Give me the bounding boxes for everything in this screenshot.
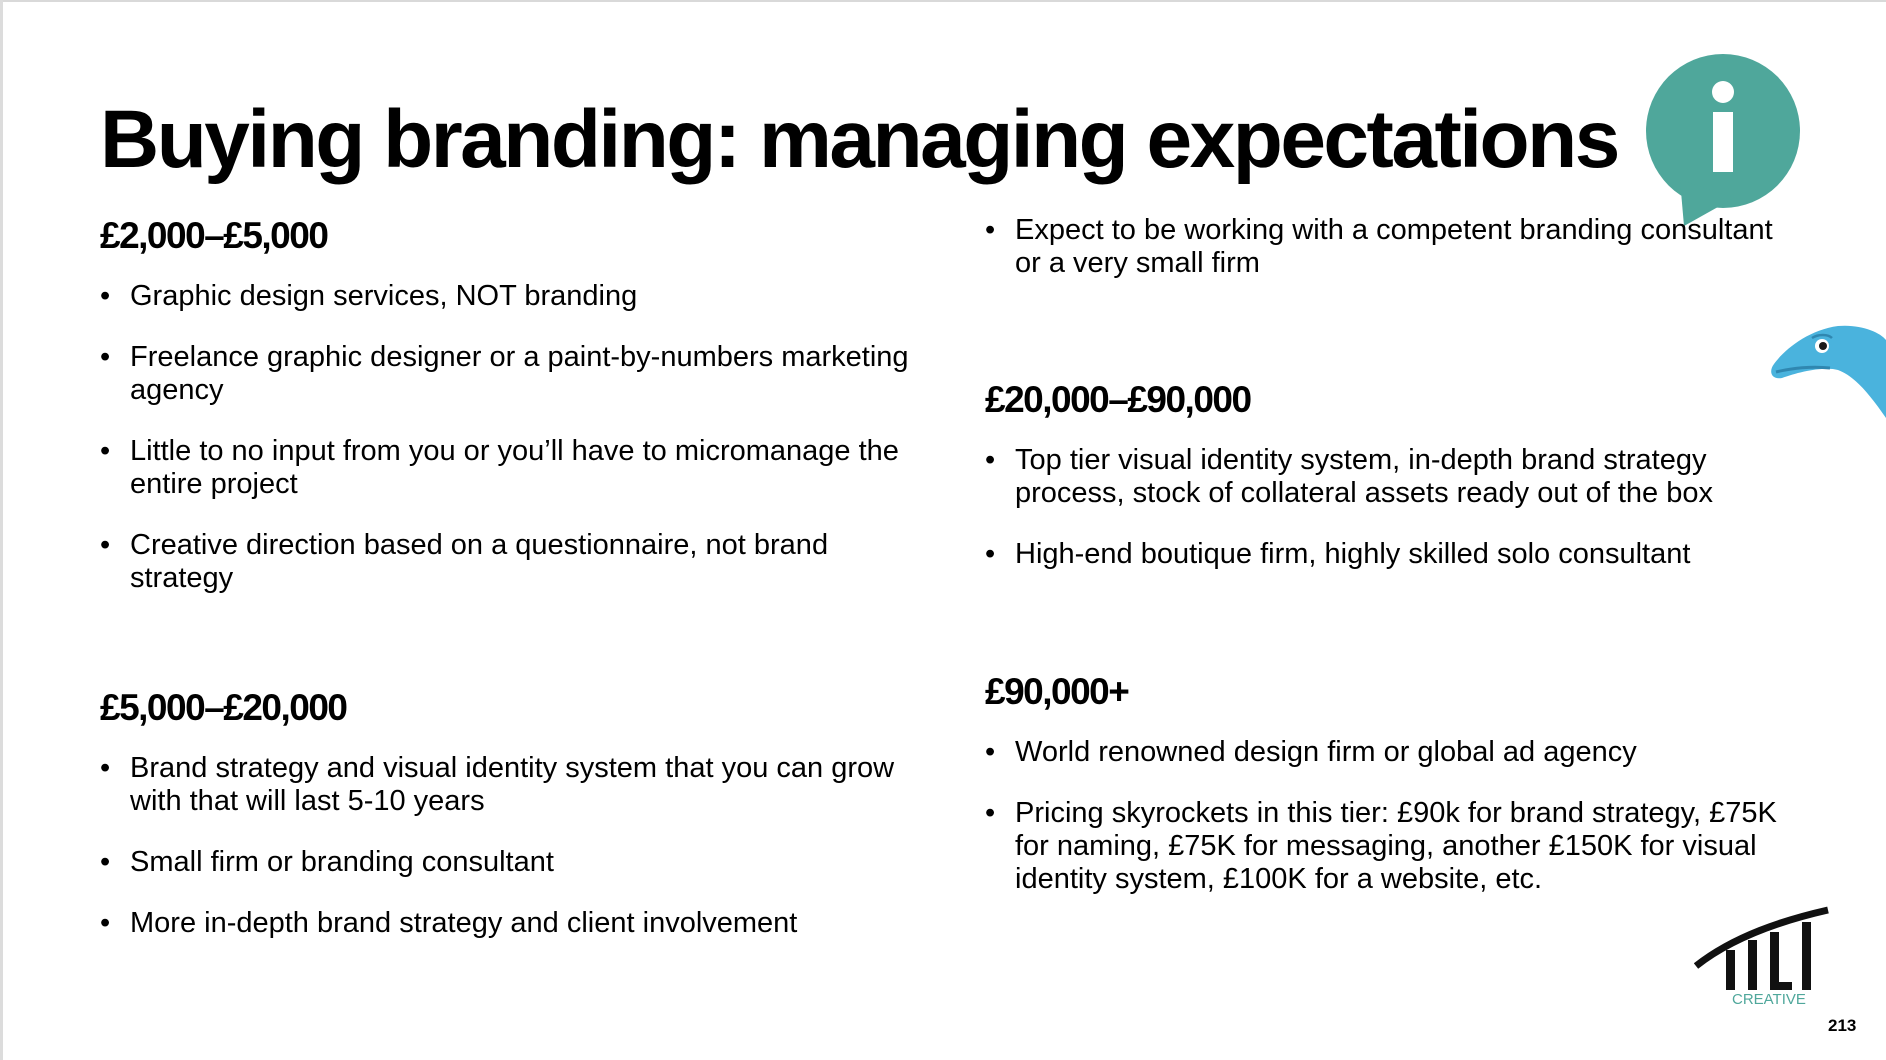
- tier-bullet-list: [985, 214, 1805, 280]
- page-number: 213: [1828, 1016, 1857, 1035]
- tier-heading: £2,000–£5,000: [100, 215, 328, 256]
- slide-frame-top-border: [0, 0, 1886, 2]
- bullet-item: • Brand strategy and visual identity system that you can grow with that will last 5-10 years: [100, 752, 920, 818]
- tier-bullet-list: [100, 280, 920, 595]
- bullet-item: • World renowned design firm or global ad agency: [985, 736, 1805, 769]
- slide-title: Buying branding: managing expectations: [100, 94, 1618, 185]
- bullet-item: • Pricing skyrockets in this tier: £90k for brand strategy, £75K for naming, £75K for messaging, another £150K for visual identity system, £100K for a website, etc.: [985, 797, 1805, 896]
- tier-heading: £20,000–£90,000: [985, 379, 1251, 420]
- info-speech-bubble-icon: [1642, 50, 1804, 230]
- tier-bullet-list: [985, 736, 1805, 896]
- bullet-item: • Creative direction based on a questionnaire, not brand strategy: [100, 529, 920, 595]
- bullet-item: • Small firm or branding consultant: [100, 846, 920, 879]
- slide-frame-left-border: [0, 0, 3, 1060]
- tier-bullet-list: [100, 752, 920, 940]
- bullet-item: • Little to no input from you or you’ll have to micromanage the entire project: [100, 435, 920, 501]
- bullet-item: • High-end boutique firm, highly skilled solo consultant: [985, 538, 1805, 571]
- bullet-item: • Top tier visual identity system, in-depth brand strategy process, stock of collateral assets ready out of the box: [985, 444, 1805, 510]
- tier-heading: £90,000+: [985, 671, 1129, 712]
- price-tier-90k-plus: [985, 670, 1805, 924]
- price-tier-2k-5k: [100, 214, 920, 623]
- bullet-item: • Freelance graphic designer or a paint-by-numbers marketing agency: [100, 341, 920, 407]
- bullet-item: • Expect to be working with a competent branding consultant or a very small firm: [985, 214, 1805, 280]
- price-tier-20k-90k: [985, 378, 1805, 599]
- tilt-creative-logo: [1694, 906, 1834, 1006]
- price-tier-5k-20k: [100, 686, 920, 968]
- bullet-item: • Graphic design services, NOT branding: [100, 280, 920, 313]
- bullet-item: • More in-depth brand strategy and client involvement: [100, 907, 920, 940]
- tier-heading: £5,000–£20,000: [100, 687, 347, 728]
- price-tier-continued: [985, 214, 1805, 280]
- logo-text: CREATIVE: [1732, 991, 1806, 1006]
- tier-bullet-list: [985, 444, 1805, 571]
- svg-text:™: ™: [1820, 909, 1827, 916]
